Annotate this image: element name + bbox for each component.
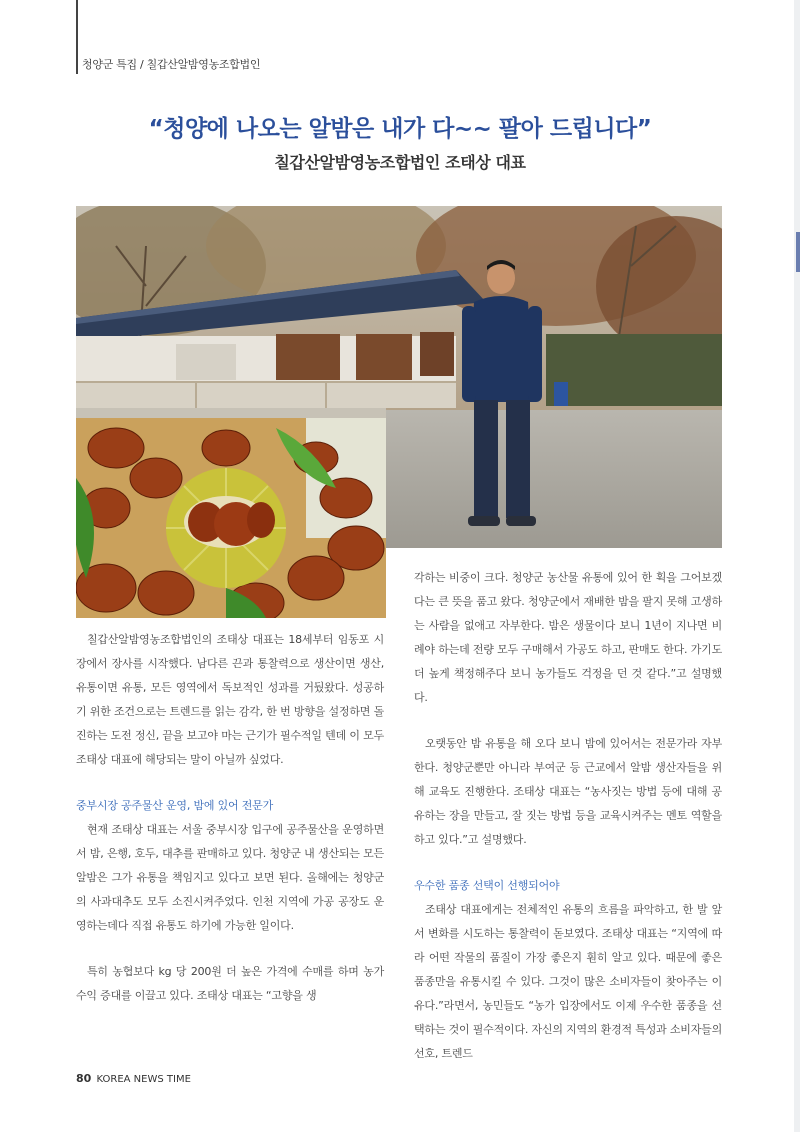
header-rule: [76, 0, 78, 74]
left-column: [76, 628, 384, 1008]
article-subtitle: 칠갑산알밤영농조합법인 조태상 대표: [274, 153, 526, 172]
section-heading-variety: 우수한 품종 선택이 선행되어야: [414, 879, 560, 892]
right-paragraph-3: 조태상 대표에게는 전체적인 유통의 흐름을 파악하고, 한 발 앞서 변화를 시도하는 통찰력이 돋보였다. 조태상 대표는 “지역에 따라 어떤 작물의 품질이 가장 좋은지 훤히 알고 있다. 때문에 좋은 품종만을 유통시킬 수 있다. 그것이 많은 소비자들이 찾아주는 이유다.”라면서, 농민들도 “농가 입장에서도 이제 우수한 품종을 선택하는 것이 필수적이다. 자신의 지역의 환경적 특성과 소비자들의 선호, 트렌드: [414, 903, 722, 1060]
page-edge-tab: [796, 232, 800, 272]
publication-name: KOREA NEWS TIME: [96, 1074, 191, 1085]
left-paragraph-2: 현재 조태상 대표는 서울 중부시장 입구에 공주물산을 운영하면서 밤, 은행, 호두, 대추를 판매하고 있다. 청양군 내 생산되는 모든 알밤은 그가 유통을 책임지고 있다고 보면 된다. 올해에는 청양군의 사과대추도 모두 소진시켜주었다. 인천 지역에 가공 공장도 운영하는데다 직접 유통도 하기에 가능한 일이다.: [76, 823, 384, 932]
right-paragraph-1: 각하는 비중이 크다. 청양군 농산물 유통에 있어 한 획을 그어보겠다는 큰 뜻을 품고 왔다. 청양군에서 재배한 밤을 팔지 못해 고생하는 사람을 없애고 자부한다. 밤은 생물이다 보니 1년이 지나면 비례야 하는데 전량 모두 구매해서 가공도 하고, 판매도 한다. 가기도 더 높게 책정해주다 보니 농가들도 걱정을 던 것 같다.”고 설명했다.: [414, 571, 722, 704]
article-title: “청양에 나오는 알밤은 내가 다~~ 팔아 드립니다”: [148, 116, 652, 142]
left-paragraph-1: 칠갑산알밤영농조합법인의 조태상 대표는 18세부터 임동포 시장에서 장사를 시작했다. 남다른 끈과 통찰력으로 생산이면 생산, 유통이면 유통, 모든 영역에서 독보적인 성과를 거뒀왔다. 성공하기 위한 조건으로는 트렌드를 읽는 감각, 한 번 방향을 설정하면 돌진하는 도전 정신, 끝을 보고야 마는 근기가 필수적일 텐데 이 모두 조태상 대표에 해당되는 말이 아닐까 싶었다.: [76, 633, 384, 766]
right-column: [414, 566, 722, 1066]
left-paragraph-3: 특히 농협보다 kg 당 200원 더 높은 가격에 수매를 하며 농가 수익 증대를 이끌고 있다. 조태상 대표는 “고향을 생: [76, 965, 384, 1002]
running-head: 청양군 특집 / 칠갑산알밤영농조합법인: [82, 58, 261, 71]
section-heading-central-market: 중부시장 공주물산 운영, 밤에 있어 전문가: [76, 799, 274, 812]
page-footer: [76, 1072, 191, 1085]
chestnut-photo: [76, 418, 386, 618]
right-paragraph-2: 오랫동안 밤 유통을 해 오다 보니 밤에 있어서는 전문가라 자부한다. 청양군뿐만 아니라 부여군 등 근교에서 알밤 생산자들을 위해 교육도 진행한다. 조태상 대표는 “농사짓는 방법 등에 대해 공유하는 장을 만들고, 잘 짓는 방법 등을 교육시켜주는 멘토 역할을 하고 있다.”고 설명했다.: [414, 737, 722, 846]
page-number: 80: [76, 1072, 92, 1085]
